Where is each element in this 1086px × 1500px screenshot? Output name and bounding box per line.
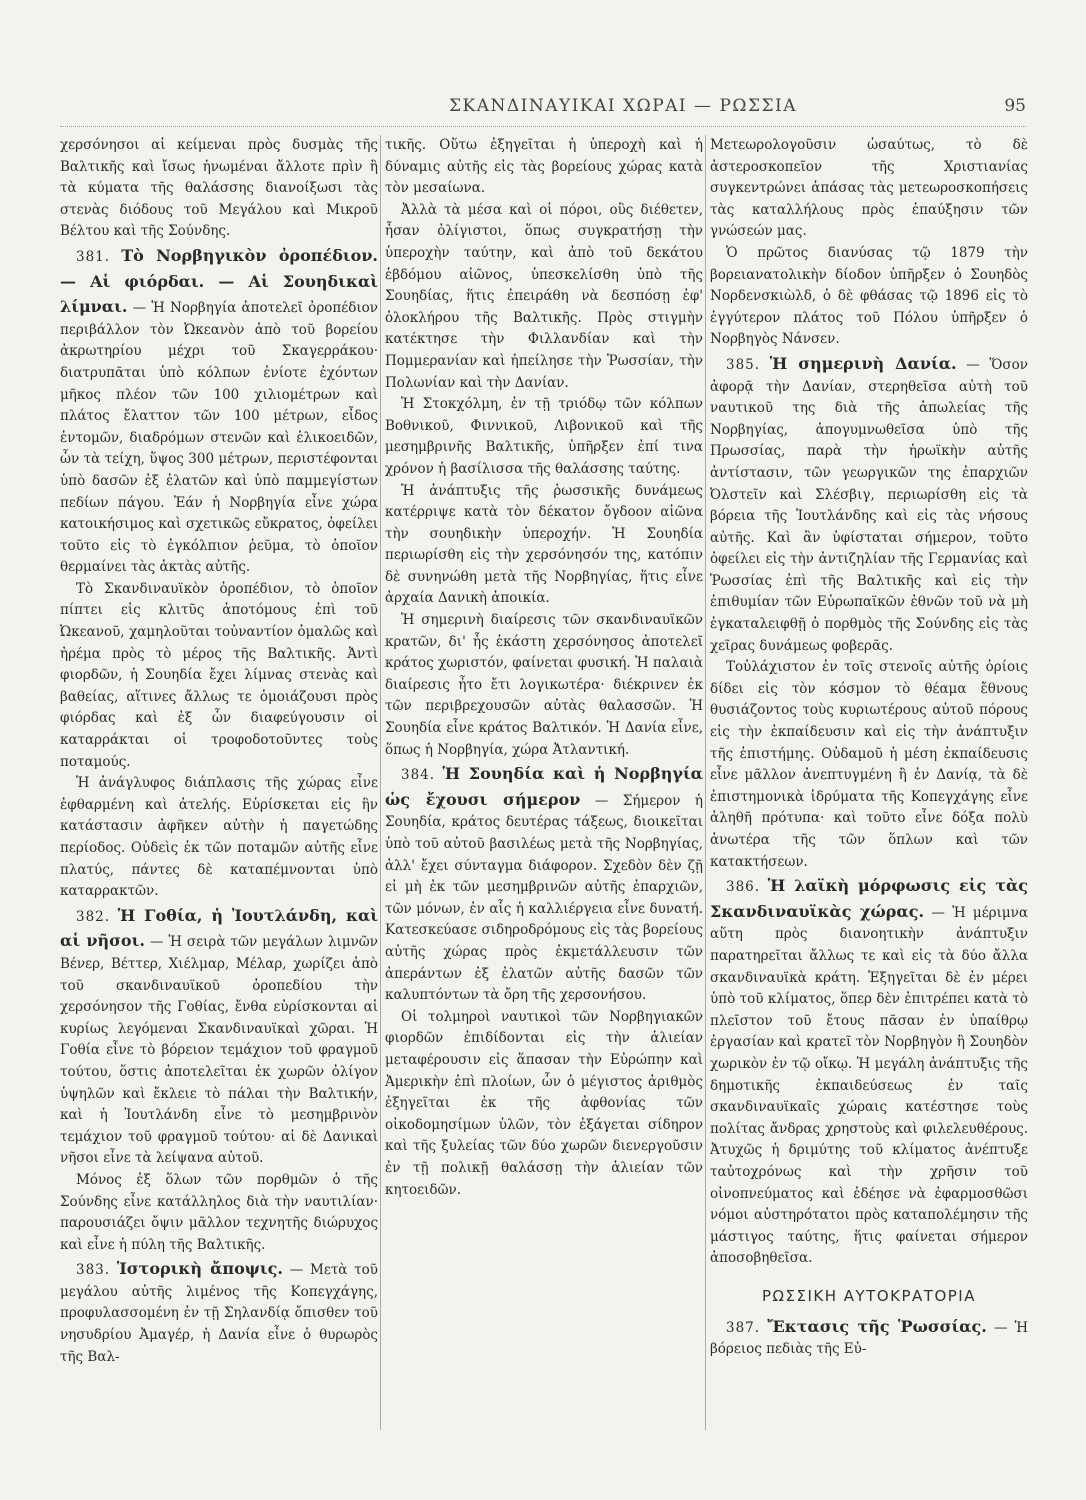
section-382 [60,903,378,1170]
section-387 [710,1314,1028,1361]
section-text: — Ἡ μέριμνα αὕτη πρὸς διανοητικὴν ἀνάπτυξιν παρατηρεῖται ἄλλως τε καὶ εἰς τὰ δύο ἄλλα σκανδιναυϊκὰ κράτη. Ἐξηγεῖται δὲ ἐν μέρει ὑπὸ τοῦ κλίματος, ὅπερ δὲν ἐπιτρέπει κατὰ τὸ πλεῖστον τοῦ ἔτους πᾶσαν ἐν ὑπαίθρῳ ἐργασίαν καὶ κρατεῖ τὸν Νορβηγὸν ἢ Σουηδὸν χωρικὸν ἐν τῷ οἴκῳ. Ἡ μεγάλη ἀνάπτυξις τῆς δημοτικῆς ἐκπαιδεύσεως ἐν ταῖς σκανδιναυϊκαῖς χώραις κατέστησε τοὺς πολίτας ἄνδρας χρηστοὺς καὶ φιλελευθέρους. Ἀτυχῶς ἡ δριμύτης τοῦ κλίματος ἀνέπτυξε ταὐτοχρόνως καὶ τὴν χρῆσιν τοῦ οἰνοπνεύματος καὶ ἐδέησε νὰ ἐφαρμοσθῶσι νόμοι αὐστηρότατοι πρὸς καταπολέμησιν τῆς μάστιγος ταύτης, ἥτις φαίνεται σήμερον ἀποσοβηθεῖσα. [710,904,1028,1267]
paragraph: Οἱ τολμηροὶ ναυτικοὶ τῶν Νορβηγιακῶν φιορδῶν ἐπιδίδονται εἰς τὴν ἁλιείαν μεταφέρουσιν εἰς ἅπασαν τὴν Εὐρώπην καὶ Ἀμερικὴν ἐπὶ πλοίων, ὧν ὁ μέγιστος ἀριθμὸς ἐξηγεῖται ἐκ τῆς ἀφθονίας τῶν οἰκοδομησίμων ὑλῶν, τὸν ἐξάγεται σίδηρον καὶ τῆς ξυλείας τῶν δύο χωρῶν διενεργοῦσιν ἐν τῇ πολικῇ θαλάσσῃ τὴν ἁλιείαν τῶν κητοειδῶν. [385,1008,703,1198]
page-header [60,96,1026,120]
column-1 [60,135,378,1430]
section-heading: Ἡ λαϊκὴ μόρφωσις εἰς τὰς Σκανδιναυϊκὰς χώρας. [710,876,1028,921]
page-number: 95 [1004,96,1026,116]
section-heading: Ἔκτασις τῆς Ῥωσσίας. [767,1316,987,1336]
column-3 [710,135,1028,1430]
section-number: 381. [76,248,111,265]
running-head: ΣΚΑΝΔΙΝΑΥΙΚΑΙ ΧΩΡΑΙ — ΡΩΣΣΙΑ [448,96,798,116]
section-text: — Ἡ Νορβηγία ἀποτελεῖ ὀροπέδιον περιβάλλον τὸν Ὠκεανὸν ἀπὸ τοῦ βορείου ἀκρωτηρίου μέχρι τοῦ Σκαγερράκου· διατρυπᾶται ὑπὸ κόλπων ἐνίοτε ἐχόντων μῆκος πλέον τῶν 100 χιλιομέτρων καὶ πλάτος ἔλαττον τῶν 100 μέτρων, εἶδος ἐντομῶν, διαδρόμων στενῶν καὶ ἑλικοειδῶν, ὧν τὰ τείχη, ὕψος 300 μέτρων, περιστέφονται ὑπὸ δασῶν ἐξ ἐλατῶν καὶ ὑπὸ παμμεγίστων πεδίων πάγου. Ἐάν ἡ Νορβηγία εἶνε χώρα κατοικήσιμος καὶ σχετικῶς εὔκρατος, ὀφείλει τοῦτο εἰς τὸ ἐγκόλπιον ῥεῦμα, τὸ ὁποῖον θερμαίνει τὰς ἀκτὰς αὐτῆς. [60,300,378,576]
section-number: 386. [726,879,761,896]
section-heading: Ἡ Γοθία, ἡ Ἰουτλάνδη, καὶ αἱ νῆσοι. [60,905,378,951]
section-number: 382. [76,908,111,925]
section-381 [60,243,378,579]
section-heading: Ἡ σημερινὴ Δανία. [769,353,957,373]
section-text: — Σήμερον ἡ Σουηδία, κράτος δευτέρας τάξεως, διοικεῖται ὑπὸ τοῦ αὐτοῦ βασιλέως μετὰ τῆς Νορβηγίας, ἀλλ' ἔχει σύνταγμα διάφορον. Σχεδὸν δὲν ζῇ εἰ μὴ ἐκ τῶν μεσημβρινῶν αὐτῆς ἐπαρχιῶν, τῶν μόνων, ἐν αἷς ἡ καλλιέργεια εἶνε δυνατή. Κατεσκεύασε σιδηροδρόμους εἰς τὰς βορείους αὐτῆς χώρας πρὸς ἐκμετάλλευσιν τῶν ἀπεράντων ἐξ ἐλατῶν αὐτῆς δασῶν τῶν καλυπτόντων τὰ ὄρη τῆς χερσονήσου. [385,792,703,1004]
paragraph: Ἡ σημερινὴ διαίρεσις τῶν σκανδιναυϊκῶν κρατῶν, δι' ἧς ἑκάστη χερσόνησος ἀποτελεῖ κράτος χωριστόν, φαίνεται φυσική. Ἡ παλαιὰ διαίρεσις ἦτο ἔτι λογικωτέρα· διέκρινεν ἐκ τῶν περιβρεχουσῶν αὐτὰς θαλασσῶν. Ἡ Σουηδία εἶνε κράτος Βαλτικόν. Ἡ Δανία εἶνε, ὅπως ἡ Νορβηγία, χώρα Ἀτλαντική. [385,612,703,758]
section-386 [710,873,1028,1270]
header-rule [60,126,1026,127]
paragraph: Ὁ πρῶτος διανύσας τῷ 1879 τὴν βορειανατολικὴν δίοδον ὑπῆρξεν ὁ Σουηδὸς Νορδενσκιὼλδ, ὁ δὲ φθάσας τῷ 1896 εἰς τὸ ἐγγύτερον πλάτος τοῦ Πόλου ὑπῆρξεν ὁ Νορβηγὸς Νάνσεν. [710,244,1028,348]
paragraph: Ἡ ἀνάγλυφος διάπλασις τῆς χώρας εἶνε ἐφθαρμένη καὶ ἀτελής. Εὑρίσκεται εἰς ἣν κατάστασιν ἀφῆκεν αὐτὴν ἡ παγετώδης περίοδος. Οὐδεὶς ἐκ τῶν ποταμῶν αὐτῆς εἶνε πλατύς, πάντες δὲ καταπέμνονται ὑπὸ καταρρακτῶν. [60,775,378,900]
paragraph: χερσόνησοι αἱ κείμεναι πρὸς δυσμὰς τῆς Βαλτικῆς καὶ ἴσως ἡνωμέναι ἄλλοτε πρὶν ἢ τὰ κύματα τῆς θαλάσσης διανοίξωσι τὰς στενὰς διόδους τοῦ Μεγάλου καὶ Μικροῦ Βέλτου καὶ τῆς Σούνδης. [60,137,378,240]
section-number: 385. [726,356,761,373]
section-383 [60,1256,378,1368]
paragraph: Ἡ Στοκχόλμη, ἐν τῇ τριόδῳ τῶν κόλπων Βοθνικοῦ, Φιννικοῦ, Λιβονικοῦ καὶ τῆς μεσημβρινῆς Βαλτικῆς, ὑπῆρξεν ἐπί τινα χρόνον ἡ βασίλισσα τῆς θαλάσσης ταύτης. [385,396,703,477]
chapter-title: ΡΩΣΣΙΚΗ ΑΥΤΟΚΡΑΤΟΡΙΑ [761,1286,976,1305]
section-text: — Μετὰ τοῦ μεγάλου αὐτῆς λιμένος τῆς Κοπεγχάγης, προφυλασσομένη ἐν τῇ Σηλανδίᾳ ὄπισθεν τοῦ νησυδρίου Ἀμαγέρ, ἡ Δανία εἶνε ὁ θυρωρὸς τῆς Βαλ- [60,1262,378,1365]
column-2 [385,135,703,1430]
section-heading: Ἱστορικὴ ἄποψις. [116,1259,283,1279]
paragraph: Τοὐλάχιστον ἐν τοῖς στενοῖς αὐτῆς ὁρίοις δίδει εἰς τὸν κόσμον τὸ θέαμα ἔθνους θυσιάζοντος τοὺς κυριωτέρους αὐτοῦ πόρους εἰς τὴν ἐκπαίδευσιν καὶ εἰς τὴν ἀνάπτυξιν τῆς ἐπιστήμης. Οὐδαμοῦ ἡ μέση ἐκπαίδευσις εἶνε μᾶλλον ἀνεπτυγμένη ἢ ἐν Δανίᾳ, τὰ δὲ ἐπιστημονικὰ ἱδρύματα τῆς Κοπεγχάγης εἶνε ἀληθῆ πρότυπα· καὶ τοῦτο εἶνε δόξα πολὺ ἀνωτέρα τῆς τῶν ὅπλων καὶ τῶν κατακτήσεων. [710,659,1028,870]
paragraph: Μετεωρολογοῦσιν ὡσαύτως, τὸ δὲ ἀστεροσκοπεῖον τῆς Χριστιανίας συγκεντρώνει ἁπάσας τὰς μετεωροσκοπήσεις τὰς καταλλήλους πρὸς ἐπαύξησιν τῶν γνώσεών μας. [710,137,1028,240]
section-384 [385,761,703,1007]
section-number: 387. [726,1319,761,1336]
section-heading: Τὸ Νορβηγικὸν ὀροπέδιον. — Αἱ φιόρδαι. — Αἱ Σουηδικαὶ λίμναι. [60,245,378,317]
paragraph: Ἡ ἀνάπτυξις τῆς ῥωσσικῆς δυνάμεως κατέρριψε κατὰ τὸν δέκατον ὄγδοον αἰῶνα τὴν σουηδικὴν ὑπεροχήν. Ἡ Σουηδία περιωρίσθη εἰς τὴν χερσόνησόν της, κατόπιν δὲ συνηνώθη μετὰ τῆς Νορβηγίας, ἥτις εἶνε ἀρχαία Δανικὴ ἀποικία. [385,482,703,607]
section-385 [710,351,1028,657]
section-text: — Ἡ σειρὰ τῶν μεγάλων λιμνῶν Βένερ, Βέττερ, Χιέλμαρ, Μέλαρ, χωρίζει ἀπὸ τοῦ σκανδιναυϊκοῦ ὀροπεδίου τὴν χερσόνησον τῆς Γοθίας, ἔνθα εὑρίσκονται αἱ κυρίως λεγόμεναι Σκανδιναυϊκαὶ χῶραι. Ἡ Γοθία εἶνε τὸ βόρειον τεμάχιον τοῦ φραγμοῦ τούτου, ὅστις ἀποτελεῖται ἐκ χωρῶν ὀλίγον ὑψηλῶν καὶ ἔκλειε τὸ πάλαι τὴν Βαλτικήν, καὶ ἡ Ἰουτλάνδη εἶνε τὸ μεσημβρινὸν τεμάχιον τοῦ φραγμοῦ τούτου· αἱ δὲ Δανικαὶ νῆσοι εἶνε τὰ λείψανα αὐτοῦ. [60,934,378,1167]
section-text: — Ἡ βόρειος πεδιὰς τῆς Εὐ- [710,1319,1028,1358]
section-heading: Ἡ Σουηδία καὶ ἡ Νορβηγία ὡς ἔχουσι σήμερον [385,764,703,809]
paragraph: Μόνος ἐξ ὅλων τῶν πορθμῶν ὁ τῆς Σούνδης εἶνε κατάλληλος διὰ τὴν ναυτιλίαν· παρουσιάζει ὄψιν μᾶλλον τεχνητῆς διώρυχος καὶ εἶνε ἡ πύλη τῆς Βαλτικῆς. [60,1171,378,1253]
section-number: 383. [76,1262,111,1279]
paragraph: τικῆς. Οὕτω ἐξηγεῖται ἡ ὑπεροχὴ καὶ ἡ δύναμις αὐτῆς εἰς τὰς βορείους χώρας κατὰ τὸν μεσαίωνα. [385,137,703,197]
column-divider [705,135,706,1430]
paragraph: Ἀλλὰ τὰ μέσα καὶ οἱ πόροι, οὓς διέθετεν, ἦσαν ὀλίγιστοι, ὅπως συγκρατήσῃ τὴν ὑπεροχὴν ταύτην, καὶ ἀπὸ τοῦ δεκάτου ἑβδόμου αἰῶνος, ὑπεσκελίσθη ὑπὸ τῆς Σουηδίας, ἥτις ἐπειράθη νὰ δεσπόσῃ ἐφ' ὁλοκλήρου τῆς Βαλτικῆς. Πρὸς στιγμὴν κατέκτησε τὴν Φιλλανδίαν καὶ τὴν Πομμερανίαν καὶ ἠπείλησε τὴν Ῥωσσίαν, τὴν Πολωνίαν καὶ τὴν Δανίαν. [385,201,703,391]
column-divider [380,135,381,1430]
section-text: — Ὅσον ἀφορᾷ τὴν Δανίαν, στερηθεῖσα αὐτὴ τοῦ ναυτικοῦ της διὰ τῆς ἀπωλείας τῆς Νορβηγίας, ἀπογυμνωθεῖσα ὑπὸ τῆς Πρωσσίας, παρὰ τὴν ἡρωϊκὴν αὐτῆς ἀντίστασιν, τῶν γεωργικῶν της ἐπαρχιῶν Ὀλστεῖν καὶ Σλέσβιγ, περιωρίσθη εἰς τὰ βόρεια τῆς Ἰουτλάνδης καὶ εἰς τὰς νήσους αὐτῆς. Καὶ ἂν ὑφίσταται σήμερον, τοῦτο ὀφείλει εἰς τὴν ἀντιζηλίαν τῆς Γερμανίας καὶ Ῥωσσίας ἐπὶ τῆς Βαλτικῆς καὶ εἰς τὴν ἐπιθυμίαν τῶν Εὐρωπαϊκῶν ἐθνῶν τοῦ νὰ μὴ ἐγκαταλειφθῇ ὁ πορθμὸς τῆς Σούνδης εἰς τὰς χεῖρας δυνάμεως φοβερᾶς. [710,356,1028,654]
section-number: 384. [401,767,436,784]
paragraph: Τὸ Σκανδιναυϊκὸν ὀροπέδιον, τὸ ὁποῖον πίπτει εἰς κλιτῦς ἀποτόμους ἐπὶ τοῦ Ὠκεανοῦ, χαμηλοῦται τοὐναντίον ὁμαλῶς καὶ ἠρέμα πρὸς τὸ μέρος τῆς Βαλτικῆς. Ἀντὶ φιορδῶν, ἡ Σουηδία ἔχει λίμνας στενὰς καὶ βαθείας, αἵτινες ἄλλως τε ὁμοιάζουσι πρὸς φιόρδας καὶ ἐξ ὧν διαφεύγουσιν οἱ καταρράκται οἱ τροφοδοτοῦντες τοὺς ποταμούς. [60,580,378,770]
